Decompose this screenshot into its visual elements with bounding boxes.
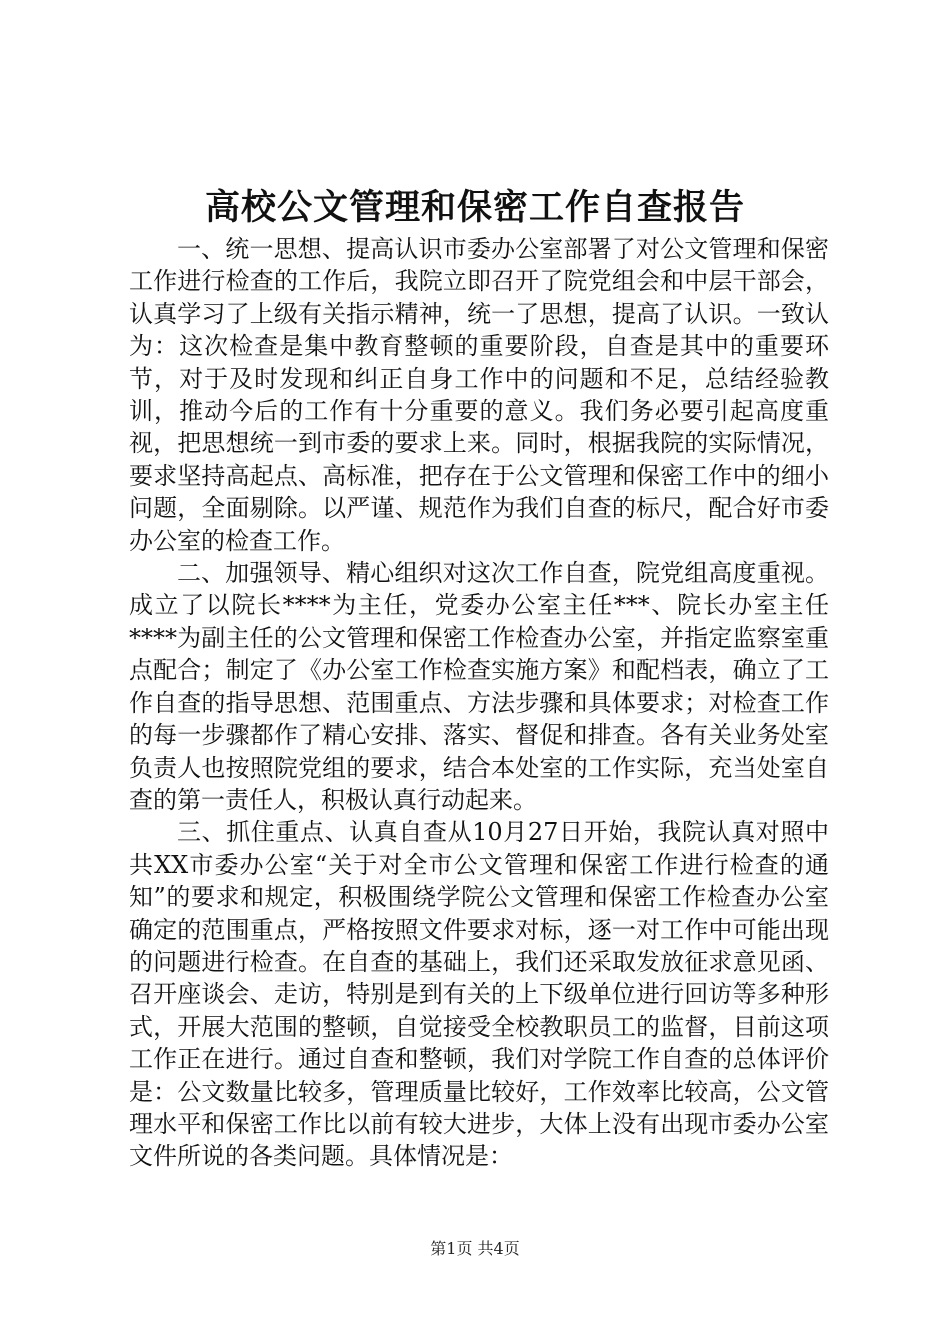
- document-title: 高校公文管理和保密工作自查报告: [204, 187, 745, 228]
- paragraph-1: 一、统一思想、提高认识市委办公室部署了对公文管理和保密工作进行检查的工作后，我院立即召开了院党组会和中层干部会，认真学习了上级有关指示精神，统一了思想，提高了认识。一致认为：这次检查是集中教育整顿的重要阶段，自查是其中的重要环节，对于及时发现和纠正自身工作中的问题和不足，总结经验教训，推动今后的工作有十分重要的意义。我们务必要引起高度重视，把思想统一到市委的要求上来。同时，根据我院的实际情况，要求坚持高起点、高标准，把存在于公文管理和保密工作中的细小问题，全面剔除。以严谨、规范作为我们自查的标尺，配合好市委办公室的检查工作。: [129, 235, 829, 555]
- paragraph-3: 三、抓住重点、认真自查从10月27日开始，我院认真对照中共XX市委办公室“关于对全市公文管理和保密工作进行检查的通知”的要求和规定，积极围绕学院公文管理和保密工作检查办公室确定的范围重点，严格按照文件要求对标，逐一对工作中可能出现的问题进行检查。在自查的基础上，我们还采取发放征求意见函、召开座谈会、走访，特别是到有关的上下级单位进行回访等多种形式，开展大范围的整顿，自觉接受全校教职员工的监督，目前这项工作正在进行。通过自查和整顿，我们对学院工作自查的总体评价是：公文数量比较多，管理质量比较好，工作效率比较高，公文管理水平和保密工作比以前有较大进步，大体上没有出现市委办公室文件所说的各类问题。具体情况是：: [129, 818, 829, 1171]
- document-body: [129, 233, 829, 1173]
- paragraph-2: 二、加强领导、精心组织对这次工作自查，院党组高度重视。成立了以院长****为主任，党委办公室主任***、院长办室主任****为副主任的公文管理和保密工作检查办公室，并指定监察室重点配合；制定了《办公室工作检查实施方案》和配档表，确立了工作自查的指导思想、范围重点、方法步骤和具体要求；对检查工作的每一步骤都作了精心安排、落实、督促和排查。各有关业务处室负责人也按照院党组的要求，结合本处室的工作实际，充当处室自查的第一责任人，积极认真行动起来。: [129, 559, 829, 814]
- page-footer: 第1页 共4页: [430, 1239, 520, 1258]
